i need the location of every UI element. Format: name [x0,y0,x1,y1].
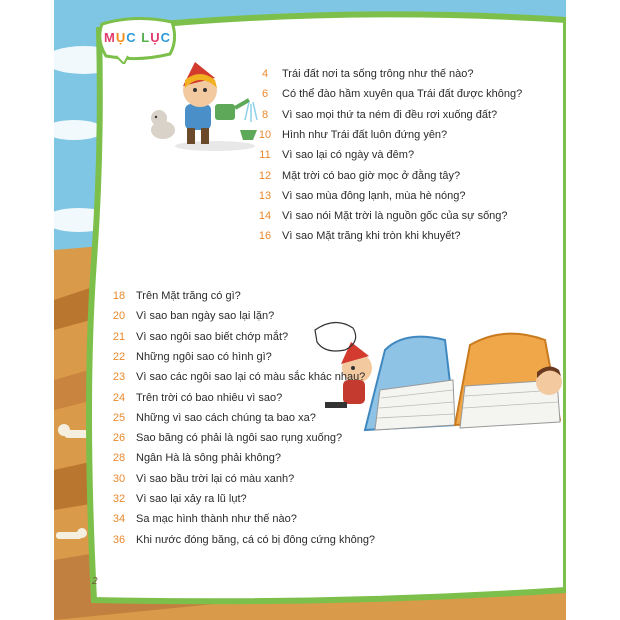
toc-title: Vì sao lại xảy ra lũ lụt? [136,493,247,505]
toc-page-number: 26 [112,432,126,445]
toc-entry[interactable] [104,452,281,470]
toc-title: Vì sao mùa đông lạnh, mùa hè nóng? [282,189,466,202]
toc-title: Vì sao Mặt trăng khi tròn khi khuyết? [282,230,461,243]
toc-page-number: 6 [261,88,269,101]
title-letter: C [126,30,137,45]
toc-page-number: 10 [258,128,272,141]
toc-title: Khi nước đóng băng, cá có bị đông cứng không? [136,533,376,546]
toc-title: Vì sao lại có ngày và đêm? [282,149,415,162]
toc-entry[interactable] [250,230,461,248]
toc-page-number: 23 [112,371,126,384]
toc-title: Trên trời có bao nhiêu vì sao? [136,391,283,404]
title-letter: L [141,30,151,45]
toc-page-number: 34 [112,513,126,526]
toc-title: Vì sao các ngôi sao lại có màu sắc khác nhau? [136,371,366,384]
toc-title: Vì sao bầu trời lại có màu xanh? [136,472,295,485]
page-number: 2 [92,576,98,587]
toc-title: Trái đất nơi ta sống trông như thế nào? [282,68,474,80]
toc-entry[interactable] [250,88,522,106]
toc-title: Vì sao ban ngày sao lại lặn? [136,310,275,323]
toc-title: Hình như Trái đất luôn đứng yên? [282,128,448,141]
toc-page-number: 21 [112,330,126,343]
toc-entry[interactable] [250,210,508,228]
toc-page-number: 32 [112,493,126,505]
title-letter: Ụ [150,30,161,45]
toc-entry[interactable] [104,392,282,410]
toc-title: Có thể đào hầm xuyên qua Trái đất được không? [282,88,523,101]
title-letter: Ụ [115,30,127,45]
toc-entry[interactable] [104,310,274,328]
toc-title: Vì sao mọi thứ ta ném đi đều rơi xuống đất? [282,108,498,121]
toc-page-number: 16 [258,230,272,243]
toc-page-number: 8 [261,108,269,121]
toc-title: Sa mạc hình thành như thế nào? [136,513,297,526]
toc-entry[interactable] [250,109,497,127]
toc-page-number: 18 [112,290,126,302]
toc-title: Vì sao ngôi sao biết chớp mắt? [136,330,289,343]
toc-page-number: 20 [112,310,126,323]
toc-page-number: 4 [261,68,269,80]
toc-title: Sao băng có phải là ngôi sao rụng xuống? [136,432,343,445]
toc-title: Những ngôi sao có hình gì? [136,350,272,363]
toc-page-number: 14 [258,210,272,223]
toc-entry[interactable] [104,513,297,531]
toc-title: Vì sao nói Mặt trời là nguồn gốc của sự sống? [282,210,508,223]
toc-title: Ngân Hà là sông phải không? [136,452,281,465]
toc-page-number: 25 [112,411,126,424]
toc-entry[interactable] [104,493,247,511]
toc-entry[interactable] [250,170,460,188]
toc-entry[interactable] [104,412,316,430]
toc-page-number: 22 [112,350,126,363]
toc-title: Những vì sao cách chúng ta bao xa? [136,411,316,424]
toc-entry[interactable] [104,331,288,349]
toc-entry[interactable] [104,473,294,491]
toc-page-number: 28 [112,452,126,465]
toc-entry[interactable] [104,351,272,369]
toc-entry[interactable] [104,371,365,389]
toc-entry[interactable] [250,149,414,167]
title-letter: M [104,30,116,45]
toc-page-number: 30 [112,472,126,485]
toc-entry[interactable] [104,432,342,450]
toc-entry[interactable] [250,190,465,208]
toc-page-number: 13 [258,189,272,202]
toc-entry[interactable] [250,68,474,86]
toc-title: Trên Mặt trăng có gì? [136,290,241,302]
toc-page-number: 36 [112,533,126,546]
toc-entry[interactable] [104,290,241,308]
toc-entry[interactable] [250,129,447,147]
toc-entry[interactable] [104,534,375,552]
toc-page-number: 11 [259,149,271,162]
toc-page-number: 12 [258,169,272,182]
toc-title: Mặt trời có bao giờ mọc ở đằng tây? [282,169,461,182]
title-letter: C [160,30,171,45]
toc-page-number: 24 [112,391,126,404]
